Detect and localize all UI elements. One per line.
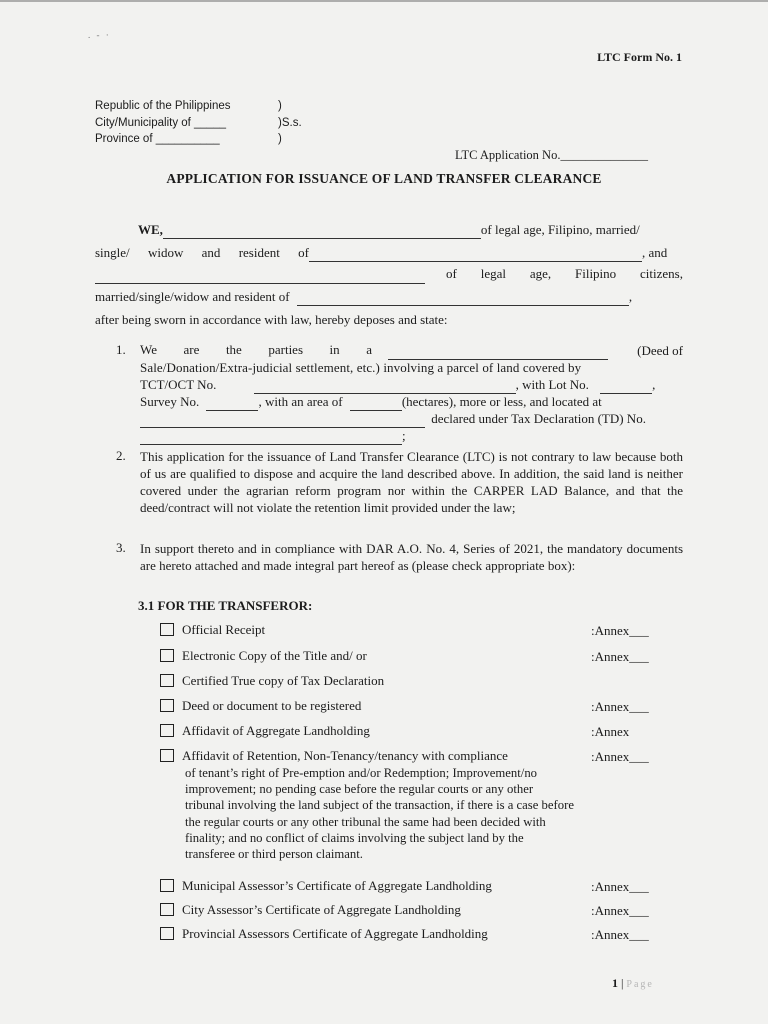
doc-row-deed bbox=[160, 698, 361, 714]
td-label: declared under Tax Declaration (TD) No. bbox=[431, 411, 646, 426]
checkbox[interactable] bbox=[160, 927, 174, 940]
venue-city: City/Municipality of _____ bbox=[95, 117, 227, 129]
checkbox[interactable] bbox=[160, 879, 174, 892]
word: single/ bbox=[95, 245, 130, 260]
blank-name-2 bbox=[95, 266, 425, 284]
comma: , bbox=[652, 377, 656, 392]
annex-field: :Annex___ bbox=[591, 903, 649, 918]
venue-republic: Republic of the Philippines bbox=[95, 100, 231, 112]
checkbox[interactable] bbox=[160, 724, 174, 737]
word: legal bbox=[480, 266, 506, 281]
retention-description: of tenant’s right of Pre-emption and/or Redemption; Improvement/no improvement; no pending case before the regular courts or any other tribunal involving the land subject of the transaction, if there is a case before the regular courts or any other tribunal the same had been decided with finality; and no conflict of claims involving the subject land by the transferee or third person claimant. bbox=[185, 766, 574, 862]
blank-deed-type bbox=[388, 342, 608, 360]
word: and bbox=[201, 245, 221, 260]
intro-we-rest: of legal age, Filipino, married/ bbox=[480, 222, 640, 237]
intro-line-4-text: married/single/widow and resident of bbox=[95, 289, 290, 304]
word: of bbox=[298, 245, 309, 260]
lot-label: , with Lot No. bbox=[515, 377, 589, 392]
annex-field: :Annex___ bbox=[591, 749, 649, 764]
doc-label: City Assessor’s Certificate of Aggregate Landholding bbox=[182, 902, 461, 917]
doc-row-aggregate-landholding bbox=[160, 723, 370, 739]
annex-field: :Annex___ bbox=[591, 927, 649, 942]
item-3-text: In support thereto and in compliance with DAR A.O. No. 4, Series of 2021, the mandatory documents are hereto attached and made integral part hereof as (please check appropriate box): bbox=[140, 541, 683, 573]
intro-line-2-words bbox=[95, 244, 309, 261]
page-word: Page bbox=[626, 979, 654, 990]
doc-label: Official Receipt bbox=[182, 622, 266, 637]
word: in bbox=[329, 342, 340, 357]
application-number: LTC Application No.______________ bbox=[455, 148, 648, 162]
word: resident bbox=[238, 245, 280, 260]
word: are bbox=[183, 342, 200, 357]
word: a bbox=[366, 342, 372, 357]
doc-label: Electronic Copy of the Title and/ or bbox=[182, 648, 367, 663]
page-number: 1 bbox=[612, 976, 618, 990]
checkbox[interactable] bbox=[160, 674, 174, 687]
venue-ss: )S.s. bbox=[278, 117, 302, 129]
scan-speck: . - · bbox=[88, 30, 111, 40]
item-1-line-5 bbox=[140, 410, 646, 428]
item-1-line-4 bbox=[140, 393, 602, 411]
item-1-line-2: Sale/Donation/Extra-judicial settlement, etc.) involving a parcel of land covered by bbox=[140, 360, 582, 375]
intro-line-5: after being sworn in accordance with law, hereby deposes and state: bbox=[95, 312, 448, 327]
word: We bbox=[140, 342, 157, 357]
venue-province: Province of __________ bbox=[95, 133, 220, 145]
survey-label: Survey No. bbox=[140, 394, 200, 409]
doc-row-title-copy bbox=[160, 648, 367, 664]
venue-bracket-3: ) bbox=[278, 133, 282, 145]
doc-row-tax-declaration bbox=[160, 673, 384, 689]
intro-line-3-words bbox=[446, 266, 683, 282]
word: of bbox=[446, 266, 457, 281]
annex-field: :Annex___ bbox=[591, 699, 649, 714]
blank-location bbox=[140, 410, 425, 428]
checkbox[interactable] bbox=[160, 649, 174, 662]
word: parties bbox=[268, 342, 304, 357]
item-1-line-3 bbox=[140, 376, 655, 394]
page-separator: | bbox=[621, 976, 624, 990]
intro-line-4-end: , bbox=[628, 289, 633, 304]
item-1-line-1-end: (Deed of bbox=[637, 343, 683, 358]
doc-row-municipal-assessor bbox=[160, 878, 492, 894]
area-label: , with an area of bbox=[258, 394, 343, 409]
item-2-number: 2. bbox=[116, 448, 126, 463]
word: widow bbox=[147, 245, 184, 260]
blank-name-1 bbox=[163, 221, 481, 239]
form-number: LTC Form No. 1 bbox=[597, 50, 682, 64]
annex-field: :Annex___ bbox=[591, 623, 649, 638]
section-transferor-heading: 3.1 FOR THE TRANSFEROR: bbox=[138, 598, 313, 613]
blank-lot-no bbox=[600, 376, 652, 394]
doc-label: Certified True copy of Tax Declaration bbox=[182, 673, 385, 688]
doc-label: Affidavit of Retention, Non-Tenancy/tenancy with compliance bbox=[182, 748, 508, 763]
blank-residence-1 bbox=[309, 244, 642, 262]
blank-area bbox=[350, 393, 402, 411]
document-title: APPLICATION FOR ISSUANCE OF LAND TRANSFER CLEARANCE bbox=[166, 171, 602, 186]
checkbox[interactable] bbox=[160, 749, 174, 762]
doc-label: Provincial Assessors Certificate of Aggregate Landholding bbox=[182, 926, 488, 941]
checkbox[interactable] bbox=[160, 623, 174, 636]
tct-label: TCT/OCT No. bbox=[140, 377, 217, 392]
blank-residence-2 bbox=[297, 288, 629, 306]
intro-line-3 bbox=[95, 266, 425, 284]
doc-row-provincial-assessor bbox=[160, 926, 488, 942]
annex-field: :Annex___ bbox=[591, 649, 649, 664]
doc-label: Affidavit of Aggregate Landholding bbox=[182, 723, 370, 738]
annex-field: :Annex bbox=[591, 724, 630, 739]
page-footer bbox=[612, 976, 654, 991]
intro-line-2-end: , and bbox=[642, 245, 668, 260]
blank-td-no bbox=[140, 427, 402, 445]
doc-label: Deed or document to be registered bbox=[182, 698, 362, 713]
item-1-number: 1. bbox=[116, 342, 126, 357]
scan-edge-line bbox=[0, 0, 768, 2]
word: age, bbox=[529, 266, 552, 281]
intro-line-2 bbox=[95, 244, 683, 262]
annex-field: :Annex___ bbox=[591, 879, 649, 894]
blank-survey-no bbox=[206, 393, 258, 411]
doc-row-city-assessor bbox=[160, 902, 461, 918]
checkbox[interactable] bbox=[160, 903, 174, 916]
doc-label: Municipal Assessor’s Certificate of Aggregate Landholding bbox=[182, 878, 492, 893]
location-label: (hectares), more or less, and located at bbox=[401, 394, 602, 409]
blank-tct-no bbox=[254, 376, 516, 394]
item-3-number: 3. bbox=[116, 540, 126, 555]
doc-row-retention bbox=[160, 748, 508, 764]
word: the bbox=[225, 342, 242, 357]
intro-line-1 bbox=[138, 221, 640, 239]
item-1-line-6 bbox=[140, 427, 406, 445]
semicolon: ; bbox=[402, 428, 406, 443]
intro-we: WE, bbox=[138, 222, 163, 237]
item-2-text: This application for the issuance of Land Transfer Clearance (LTC) is not contrary to law because both of us are qualified to dispose and acquire the land described above. In addition, the said land is neither covered under the agrarian reform program nor within the CARPER LAD Balance, and that the deed/contract will not violate the retention limit provided under the law; bbox=[140, 449, 683, 515]
item-1-line-1-blank bbox=[388, 342, 608, 360]
venue-bracket-1: ) bbox=[278, 100, 282, 112]
word: citizens, bbox=[640, 266, 683, 281]
word: Filipino bbox=[574, 266, 617, 281]
intro-line-4 bbox=[95, 288, 632, 306]
item-1-line-1-words bbox=[140, 342, 372, 358]
doc-row-official-receipt bbox=[160, 622, 265, 638]
checkbox[interactable] bbox=[160, 699, 174, 712]
